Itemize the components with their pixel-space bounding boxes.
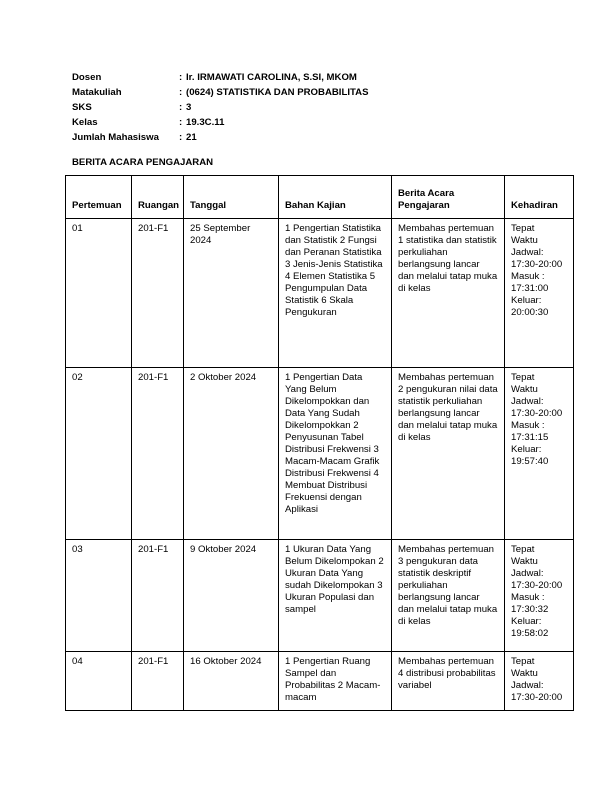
cell-ruangan: 201-F1 bbox=[132, 368, 184, 540]
info-value: (0624) STATISTIKA DAN PROBABILITAS bbox=[186, 87, 369, 98]
section-title: BERITA ACARA PENGAJARAN bbox=[72, 157, 214, 168]
cell-pertemuan: 04 bbox=[66, 652, 132, 711]
header-kehadiran: Kehadiran bbox=[505, 176, 574, 219]
cell-berita-acara: Membahas pertemuan 4 distribusi probabilitas variabel bbox=[392, 652, 505, 711]
header-berita-acara: Berita Acara Pengajaran bbox=[392, 176, 505, 219]
cell-ruangan: 201-F1 bbox=[132, 219, 184, 368]
cell-ruangan: 201-F1 bbox=[132, 540, 184, 652]
info-value: 19.3C.11 bbox=[186, 117, 225, 128]
table-row bbox=[66, 219, 574, 368]
cell-kehadiran: Tepat Waktu Jadwal: 17:30-20:00 Masuk : 17:31:00 Keluar: 20:00:30 bbox=[505, 219, 574, 368]
cell-bahan-kajian: 1 Pengertian Ruang Sampel dan Probabilitas 2 Macam-macam bbox=[279, 652, 392, 711]
info-separator: : bbox=[179, 102, 183, 113]
info-label: Jumlah Mahasiswa bbox=[72, 132, 159, 143]
info-separator: : bbox=[179, 117, 183, 128]
cell-tanggal: 9 Oktober 2024 bbox=[184, 540, 279, 652]
cell-bahan-kajian: 1 Pengertian Statistika dan Statistik 2 Fungsi dan Peranan Statistika 3 Jenis-Jenis Statistika 4 Elemen Statistika 5 Pengumpulan Data Statistik 6 Skala Pengukuran bbox=[279, 219, 392, 368]
info-row-sks bbox=[72, 100, 368, 115]
info-label: Kelas bbox=[72, 117, 98, 128]
teaching-record-table bbox=[65, 175, 574, 711]
info-label: Dosen bbox=[72, 72, 102, 83]
info-label: SKS bbox=[72, 102, 92, 113]
cell-bahan-kajian: 1 Pengertian Data Yang Belum Dikelompokkan dan Data Yang Sudah Dikelompokkan 2 Penyusunan Tabel Distribusi Frekwensi 3 Macam-Macam Grafik Distribusi Frekwensi 4 Membuat Distribusi Frekuensi dengan Aplikasi bbox=[279, 368, 392, 540]
cell-kehadiran: Tepat Waktu Jadwal: 17:30-20:00 Masuk : 17:31:15 Keluar: 19:57:40 bbox=[505, 368, 574, 540]
info-value: 3 bbox=[186, 102, 192, 113]
course-info bbox=[72, 70, 368, 145]
cell-pertemuan: 01 bbox=[66, 219, 132, 368]
info-separator: : bbox=[179, 72, 183, 83]
cell-pertemuan: 02 bbox=[66, 368, 132, 540]
info-separator: : bbox=[179, 87, 183, 98]
info-separator: : bbox=[179, 132, 183, 143]
cell-berita-acara: Membahas pertemuan 1 statistika dan statistik perkuliahan berlangsung lancar dan melalui tatap muka di kelas bbox=[392, 219, 505, 368]
cell-tanggal: 16 Oktober 2024 bbox=[184, 652, 279, 711]
info-row-kelas bbox=[72, 115, 368, 130]
info-row-matakuliah bbox=[72, 85, 368, 100]
info-label: Matakuliah bbox=[72, 87, 122, 98]
info-value: Ir. IRMAWATI CAROLINA, S.SI, MKOM bbox=[186, 72, 357, 83]
cell-pertemuan: 03 bbox=[66, 540, 132, 652]
table-header-row bbox=[66, 176, 574, 219]
info-row-dosen bbox=[72, 70, 368, 85]
table-row bbox=[66, 652, 574, 711]
cell-bahan-kajian: 1 Ukuran Data Yang Belum Dikelompokan 2 Ukuran Data Yang sudah Dikelompokan 3 Ukuran Populasi dan sampel bbox=[279, 540, 392, 652]
table-row bbox=[66, 540, 574, 652]
header-bahan-kajian: Bahan Kajian bbox=[279, 176, 392, 219]
cell-kehadiran: Tepat Waktu Jadwal: 17:30-20:00 bbox=[505, 652, 574, 711]
info-row-jumlah-mahasiswa bbox=[72, 130, 368, 145]
cell-ruangan: 201-F1 bbox=[132, 652, 184, 711]
cell-tanggal: 25 September 2024 bbox=[184, 219, 279, 368]
cell-berita-acara: Membahas pertemuan 3 pengukuran data statistik deskriptif perkuliahan berlangsung lancar dan melalui tatap muka di kelas bbox=[392, 540, 505, 652]
info-value: 21 bbox=[186, 132, 197, 143]
table-row bbox=[66, 368, 574, 540]
cell-berita-acara: Membahas pertemuan 2 pengukuran nilai data statistik perkuliahan berlangsung lancar dan melalui tatap muka di kelas bbox=[392, 368, 505, 540]
header-ruangan: Ruangan bbox=[132, 176, 184, 219]
cell-kehadiran: Tepat Waktu Jadwal: 17:30-20:00 Masuk : 17:30:32 Keluar: 19:58:02 bbox=[505, 540, 574, 652]
header-pertemuan: Pertemuan bbox=[66, 176, 132, 219]
cell-tanggal: 2 Oktober 2024 bbox=[184, 368, 279, 540]
header-tanggal: Tanggal bbox=[184, 176, 279, 219]
